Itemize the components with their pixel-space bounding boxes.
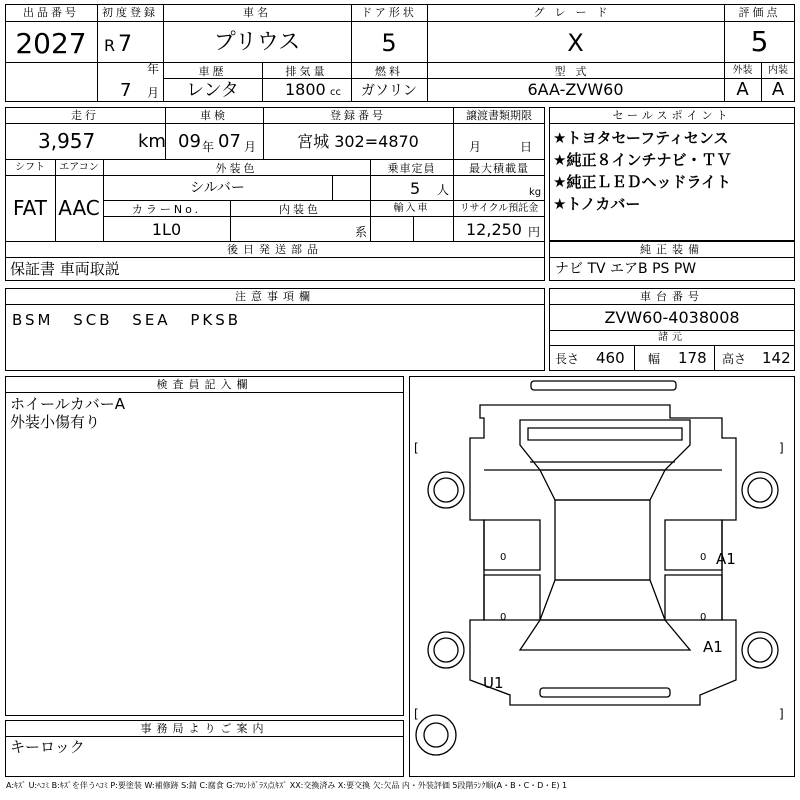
shift-label: シフト <box>15 162 45 173</box>
inspector-line: ホイールカバーA <box>10 395 125 413</box>
plate-label: 登録番号 <box>330 109 386 122</box>
damage-mark-left-rear: U1 <box>483 674 504 692</box>
recycle-fee: 12,250 <box>466 220 522 239</box>
damage-mark-right-front: A1 <box>716 550 736 568</box>
load-unit: kg <box>529 187 542 198</box>
capacity-unit: 人 <box>437 183 450 197</box>
notes-label: 注意事項欄 <box>235 290 315 303</box>
reg-era: R <box>104 36 116 55</box>
displacement: 1800 <box>285 80 326 99</box>
int-grade: A <box>771 79 785 100</box>
selling-point: ★トノカバー <box>553 195 641 213</box>
reg-year: 7 <box>118 32 132 57</box>
later-parts: 保証書 車両取説 <box>10 260 120 278</box>
length-label: 長さ <box>555 352 580 366</box>
equipment-label: 純正装備 <box>640 243 704 256</box>
capacity: 5 <box>410 179 421 198</box>
score: 5 <box>750 25 769 58</box>
bracket-left-bottom: [ <box>414 707 419 721</box>
reg-month: 7 <box>120 80 132 101</box>
inspection-label: 車検 <box>200 109 228 122</box>
zero-mark: 0 <box>500 552 507 563</box>
load-label: 最大積載量 <box>469 162 529 175</box>
ext-grade: A <box>736 79 749 100</box>
ext-label: 外装 <box>732 65 753 76</box>
int-label: 内装 <box>768 65 788 76</box>
disp-label: 排気量 <box>285 65 328 78</box>
fuel: ガソリン <box>361 83 417 99</box>
color-no: 1L0 <box>151 220 182 239</box>
chassis-label: 車台番号 <box>640 290 704 303</box>
bracket-right-top: ] <box>779 441 784 455</box>
zero-mark: 0 <box>700 552 707 563</box>
height-label: 高さ <box>722 352 747 366</box>
recycle-unit: 円 <box>528 225 541 239</box>
doc-month-unit: 月 <box>469 140 482 154</box>
selling-point: ★純正８インチナビ・ＴＶ <box>553 151 732 169</box>
disp-unit: cc <box>330 87 341 98</box>
damage-mark-right-rear: A1 <box>703 638 723 656</box>
lot-number: 2027 <box>15 27 87 60</box>
chassis-number: ZVW60-4038008 <box>604 308 740 327</box>
fuel-label: 燃料 <box>375 65 403 78</box>
mileage-label: 走行 <box>71 109 99 122</box>
score-label: 評価点 <box>738 6 781 19</box>
int-color-label: 内装色 <box>279 203 321 216</box>
mileage-unit: km <box>138 131 166 152</box>
reg-month-unit: 月 <box>147 86 160 100</box>
door-type: 5 <box>381 29 397 57</box>
insp-year: 09 <box>178 131 201 152</box>
reg-year-unit: 年 <box>147 62 160 76</box>
later-parts-label: 後日発送部品 <box>227 243 323 256</box>
office-label: 事務局よりご案内 <box>140 722 269 735</box>
zero-mark: 0 <box>500 612 507 623</box>
notes: BSM SCB SEA PKSB <box>12 311 242 329</box>
grade: X <box>567 29 584 57</box>
bracket-left-top: [ <box>414 441 419 455</box>
capacity-label: 乗車定員 <box>387 162 436 175</box>
inspector-label: 検査員記入欄 <box>156 378 253 391</box>
grade-label: グレード <box>533 6 618 19</box>
shift: FAT <box>12 196 47 220</box>
import-label: 輸入車 <box>393 203 430 214</box>
plate-number: 宮城 302=4870 <box>297 132 419 151</box>
color: シルバー <box>190 180 245 196</box>
color-label: 外装色 <box>215 162 258 175</box>
selling-point: ★トヨタセーフティセンス <box>553 129 729 147</box>
model-code: 6AA-ZVW60 <box>527 80 624 99</box>
color-no-label: カラーNo. <box>131 203 202 216</box>
reg-label: 初度登録 <box>102 6 158 19</box>
doc-day-unit: 日 <box>520 140 533 154</box>
selling-points-label: セールスポイント <box>612 109 732 122</box>
mileage: 3,957 <box>38 129 96 153</box>
legend: A:ｷｽﾞ U:ﾍｺﾐ B:ｷｽﾞを伴うﾍｺﾐ P:要塗装 W:補修跡 S:錆 C:腐食 G:ﾌﾛﾝﾄｶﾞﾗｽ点ｷｽﾞ XX:交換済み X:要交換 欠:欠品 内・外装評価 5段階ﾗﾝｸ順(A・B・C・D・E) 1 <box>6 781 568 790</box>
ac-label: エアコン <box>59 162 99 173</box>
ac: AAC <box>58 196 100 220</box>
width-label: 幅 <box>648 352 661 366</box>
insp-year-unit: 年 <box>202 140 215 154</box>
selling-point: ★純正ＬＥＤヘッドライト <box>553 173 731 191</box>
name-label: 車名 <box>243 6 271 19</box>
lot-label: 出品番号 <box>23 6 79 19</box>
bracket-right-bottom: ] <box>779 707 784 721</box>
history-label: 車歴 <box>198 65 227 78</box>
zero-mark: 0 <box>700 612 707 623</box>
recycle-label: リサイクル預託金 <box>459 203 539 214</box>
insp-month-unit: 月 <box>244 140 257 154</box>
model-label: 型式 <box>554 65 597 78</box>
height: 142 <box>762 349 791 367</box>
equipment: ナビ TV エアB PS PW <box>555 261 697 277</box>
history: レンタ <box>186 80 239 101</box>
door-label: ドア形状 <box>361 6 417 19</box>
insp-month: 07 <box>218 131 241 152</box>
doc-label: 譲渡書類期限 <box>466 109 532 122</box>
length: 460 <box>596 349 625 367</box>
int-color-unit: 系 <box>355 225 368 239</box>
car-name: プリウス <box>213 30 301 55</box>
office-note: キーロック <box>10 738 85 756</box>
dims-label: 諸元 <box>658 332 686 343</box>
inspector-line: 外装小傷有り <box>10 413 101 431</box>
width: 178 <box>678 349 707 367</box>
